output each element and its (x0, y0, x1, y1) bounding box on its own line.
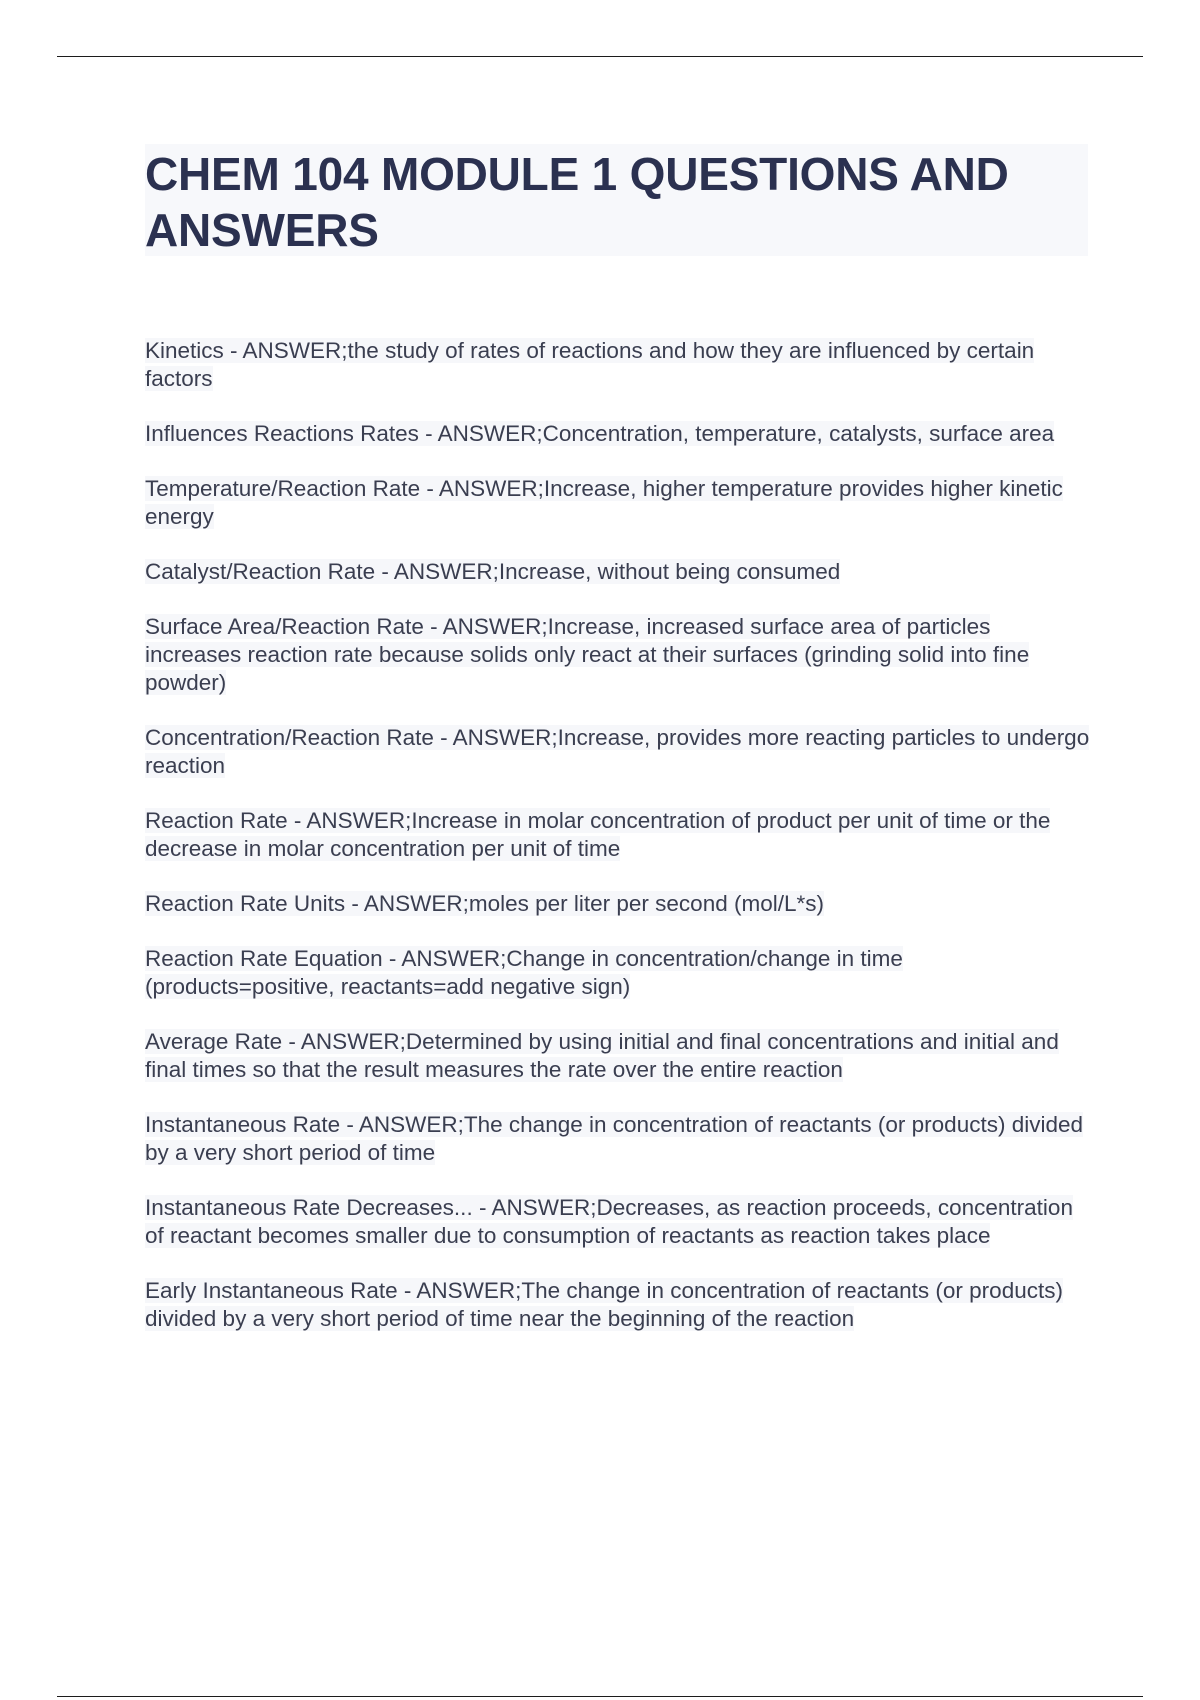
qa-item (145, 1277, 1090, 1333)
qa-text: Reaction Rate - ANSWER;Increase in molar concentration of product per unit of time or the decrease in molar concentration per unit of time (145, 808, 1051, 861)
qa-item (145, 613, 1090, 697)
page-title: CHEM 104 MODULE 1 QUESTIONS AND ANSWERS (145, 148, 1009, 256)
qa-text: Concentration/Reaction Rate - ANSWER;Increase, provides more reacting particles to undergo reaction (145, 725, 1090, 778)
qa-text: Catalyst/Reaction Rate - ANSWER;Increase, without being consumed (145, 559, 841, 584)
qa-text: Reaction Rate Units - ANSWER;moles per liter per second (mol/L*s) (145, 891, 824, 916)
qa-item (145, 420, 1090, 448)
bottom-divider (57, 1696, 1143, 1697)
top-divider (57, 56, 1143, 57)
qa-text: Influences Reactions Rates - ANSWER;Concentration, temperature, catalysts, surface area (145, 421, 1055, 446)
qa-item (145, 1194, 1090, 1250)
qa-text: Temperature/Reaction Rate - ANSWER;Increase, higher temperature provides higher kinetic energy (145, 476, 1063, 529)
title-block (145, 144, 1088, 256)
qa-item (145, 558, 1090, 586)
qa-item (145, 890, 1090, 918)
qa-text: Instantaneous Rate Decreases... - ANSWER;Decreases, as reaction proceeds, concentration of reactant becomes smaller due to consumption of reactants as reaction takes place (145, 1195, 1073, 1248)
qa-item (145, 337, 1090, 393)
qa-list (145, 337, 1090, 1360)
qa-item (145, 1028, 1090, 1084)
qa-item (145, 1111, 1090, 1167)
qa-item (145, 475, 1090, 531)
qa-text: Kinetics - ANSWER;the study of rates of reactions and how they are influenced by certain factors (145, 338, 1035, 391)
qa-text: Early Instantaneous Rate - ANSWER;The change in concentration of reactants (or products) divided by a very short period of time near the beginning of the reaction (145, 1278, 1063, 1331)
qa-text: Average Rate - ANSWER;Determined by using initial and final concentrations and initial and final times so that the result measures the rate over the entire reaction (145, 1029, 1059, 1082)
qa-text: Surface Area/Reaction Rate - ANSWER;Increase, increased surface area of particles increases reaction rate because solids only react at their surfaces (grinding solid into fine powder) (145, 614, 1030, 695)
qa-text: Instantaneous Rate - ANSWER;The change in concentration of reactants (or products) divided by a very short period of time (145, 1112, 1084, 1165)
qa-item (145, 724, 1090, 780)
qa-item (145, 807, 1090, 863)
qa-text: Reaction Rate Equation - ANSWER;Change in concentration/change in time (products=positive, reactants=add negative sign) (145, 946, 903, 999)
qa-item (145, 945, 1090, 1001)
